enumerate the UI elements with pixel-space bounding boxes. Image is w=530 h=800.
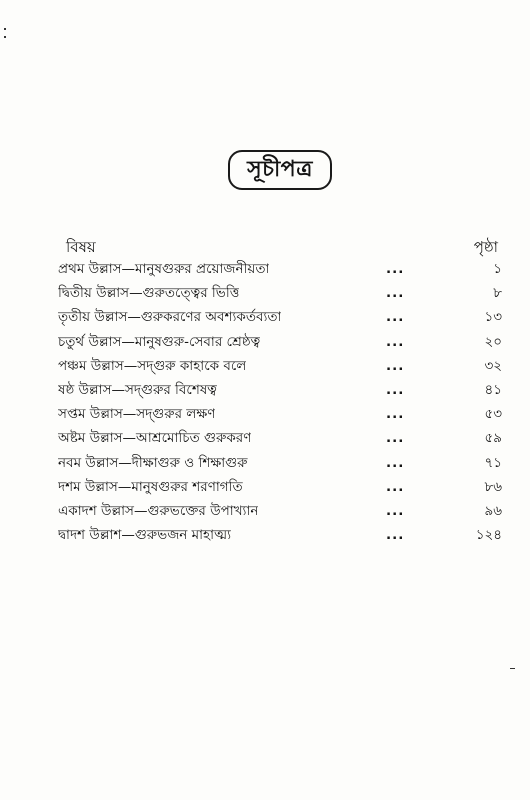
toc-entry[interactable] (58, 523, 502, 547)
page-column-header: পৃষ্ঠা (473, 238, 498, 256)
toc-entry-page: ২০ (484, 333, 502, 350)
toc-entry-title: দ্বাদশ উল্লাশ—গুরুভজন মাহাত্ম্য (58, 527, 231, 544)
toc-entry[interactable] (58, 305, 502, 329)
toc-entry-page: ৪১ (484, 381, 502, 398)
toc-list (58, 257, 502, 547)
toc-entry-title: প্রথম উল্লাস—মানুষগুরুর প্রয়োজনীয়তা (58, 261, 270, 277)
toc-entry-title: দ্বিতীয় উল্লাস—গুরুতত্ত্বের ভিত্তি (58, 285, 240, 302)
toc-entry-leader: ... (386, 381, 405, 398)
toc-entry-title: চতুর্থ উল্লাস—মানুষগুরু-সেবার শ্রেষ্ঠত্ব (58, 333, 261, 350)
toc-entry-leader: ... (386, 406, 405, 423)
toc-entry-title: তৃতীয় উল্লাস—গুরুকরণের অবশ্যকর্তব্যতা (58, 309, 282, 326)
toc-entry-page: ৫৩ (484, 406, 502, 423)
toc-entry-leader: ... (386, 357, 405, 374)
toc-entry-page: ৭১ (484, 454, 502, 471)
toc-entry-leader: ... (386, 430, 405, 447)
toc-entry-title: ষষ্ঠ উল্লাস—সদ্‌গুরুর বিশেষত্ব (58, 381, 217, 398)
toc-entry-title: একাদশ উল্লাস—গুরুভক্তের উপাখ্যান (58, 502, 259, 519)
toc-entry-leader: ... (386, 478, 405, 495)
toc-entry[interactable] (58, 426, 502, 450)
toc-entry-page: ৩২ (484, 357, 502, 374)
toc-entry-page: ১৩ (484, 309, 502, 326)
toc-entry[interactable] (58, 257, 502, 281)
subject-column-header: বিষয় (66, 238, 96, 256)
toc-entry[interactable] (58, 402, 502, 426)
toc-entry-title: দশম উল্লাস—মানুষগুরুর শরণাগতি (58, 478, 243, 495)
toc-entry[interactable] (58, 330, 502, 354)
toc-entry-leader: ... (386, 285, 405, 302)
toc-entry-leader: ... (386, 309, 405, 326)
toc-entry[interactable] (58, 499, 502, 523)
ink-speck (510, 668, 515, 669)
toc-entry-leader: ... (386, 502, 405, 519)
toc-entry-page: ১ (493, 261, 502, 277)
ink-speck (4, 36, 6, 38)
toc-entry-leader: ... (386, 454, 405, 471)
toc-entry-leader: ... (386, 527, 405, 544)
toc-entry-title: পঞ্চম উল্লাস—সদ্‌গুরু কাহাকে বলে (58, 357, 247, 374)
toc-entry-page: ৯৬ (484, 502, 502, 519)
ink-speck (4, 28, 6, 30)
toc-entry-title: সপ্তম উল্লাস—সদ্‌গুরুর লক্ষণ (58, 406, 216, 423)
toc-entry[interactable] (58, 475, 502, 499)
toc-entry-page: ৮৬ (484, 478, 502, 495)
toc-entry-page: ১২৪ (475, 527, 502, 544)
toc-entry-leader: ... (386, 333, 405, 350)
toc-entry[interactable] (58, 281, 502, 305)
toc-entry[interactable] (58, 451, 502, 475)
toc-entry-title: নবম উল্লাস—দীক্ষাগুরু ও শিক্ষাগুরু (58, 454, 248, 471)
toc-entry[interactable] (58, 354, 502, 378)
toc-entry-title: অষ্টম উল্লাস—আশ্রমোচিত গুরুকরণ (58, 430, 252, 447)
contents-title: সূচীপত্র (228, 150, 332, 190)
toc-entry-leader: ... (386, 261, 405, 277)
toc-entry[interactable] (58, 378, 502, 402)
toc-entry-page: ৫৯ (484, 430, 502, 447)
toc-entry-page: ৮ (493, 285, 502, 302)
